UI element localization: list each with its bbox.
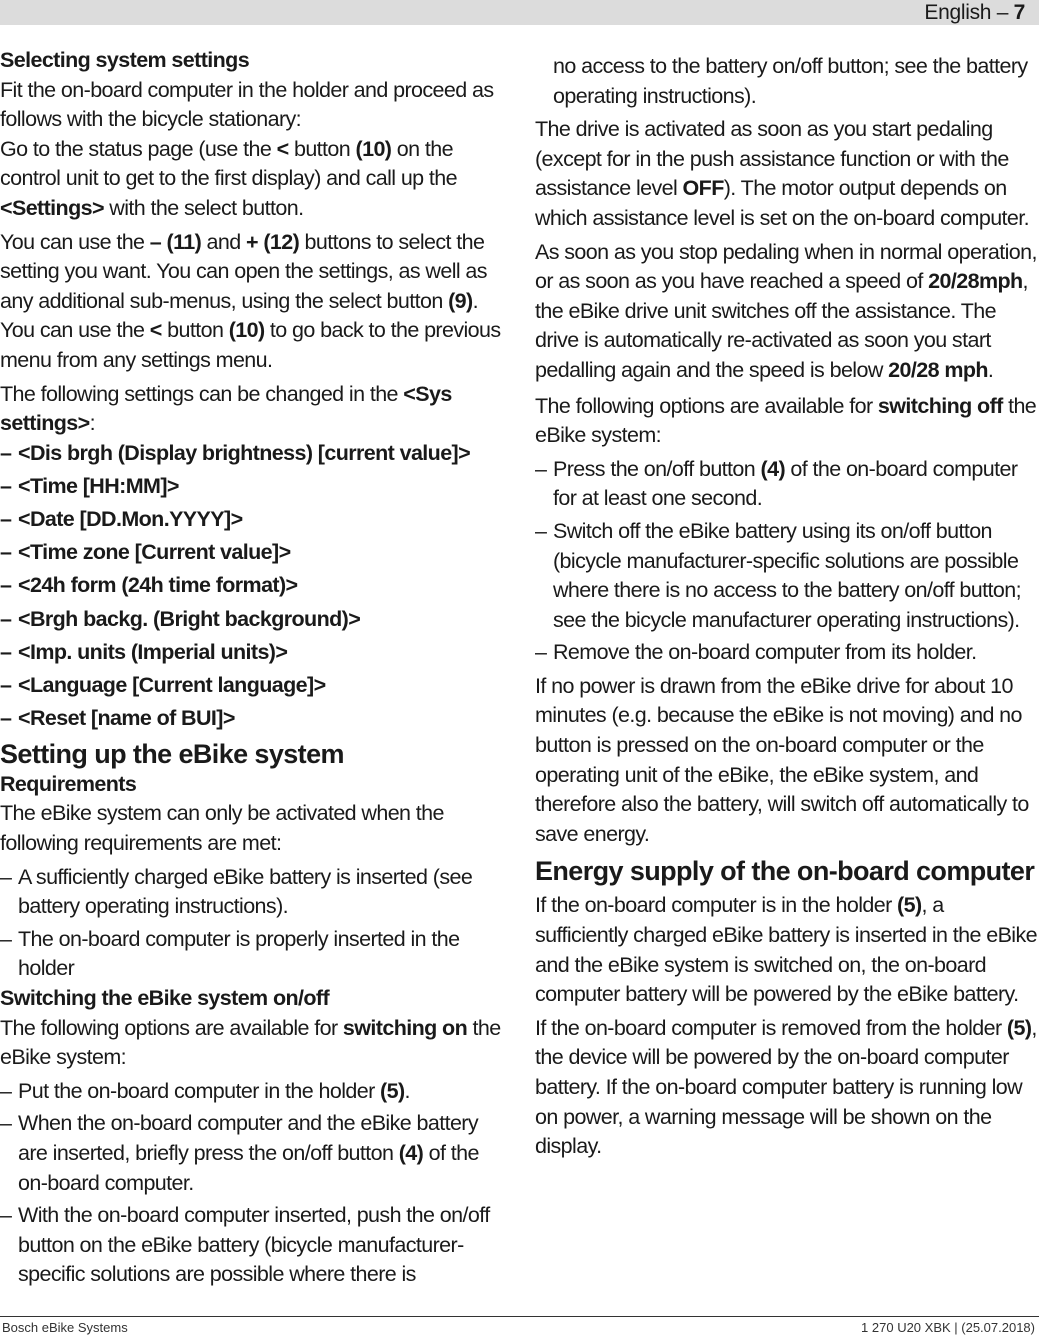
right-column — [535, 52, 1039, 1166]
subsection-title-switching: Switching the eBike system on/off — [0, 985, 330, 1010]
paragraph: The eBike system can only be activated when the following requirements are met: — [0, 801, 444, 855]
paragraph: If no power is drawn from the eBike drive for about 10 minutes (e.g. because the eBike is not moving) and no button is pressed on the on-board computer or the operating unit of the eBike, the eBike system, and therefore also the battery, will switch off automatically to save energy. — [535, 673, 1029, 846]
paragraph: The drive is activated as soon as you start pedaling (except for in the push assistance function or with the assistance level OFF). The motor output depends on which assistance level is set on the on-board computer. — [535, 117, 1030, 230]
list-item: – Put the on-board computer in the holder (5). — [0, 1077, 505, 1107]
list-item: – <24h form (24h time format)> — [0, 571, 505, 601]
list-item: – <Reset [name of BUI]> — [0, 704, 505, 734]
list-item: – <Dis brgh (Display brightness) [current value]> — [0, 439, 505, 469]
page-header-bar — [0, 0, 1039, 25]
list-item: – <Brgh backg. (Bright background)> — [0, 605, 505, 635]
header-separator: – — [991, 1, 1014, 24]
paragraph: The following options are available for switching off the eBike system: — [535, 393, 1037, 448]
switch-on-list — [0, 1077, 505, 1290]
footer-document-id: 1 270 U20 XBK | (25.07.2018) — [861, 1320, 1035, 1335]
page-footer — [0, 1316, 1039, 1339]
section-title-setting-up: Setting up the eBike system — [0, 738, 344, 769]
list-item: – Press the on/off button (4) of the on-board computer for at least one second. — [535, 455, 1039, 514]
requirements-list — [0, 863, 505, 984]
paragraph: The following options are available for switching on the eBike system: — [0, 1015, 501, 1070]
list-item: – <Language [Current language]> — [0, 671, 505, 701]
list-item: – Remove the on-board computer from its holder. — [535, 638, 1039, 668]
section-title-energy-supply: Energy supply of the on-board computer — [535, 856, 1035, 887]
paragraph: If the on-board computer is in the holder (5), a sufficiently charged eBike battery is inserted in the eBike and the eBike system is switched on, the on-board computer battery will be powered by the eBike battery. — [535, 893, 1037, 1007]
paragraph: As soon as you stop pedaling when in normal operation, or as soon as you have reached a speed of 20/28mph, the eBike drive unit switches off the assistance. The drive is automatically re-activated as soon you start pedalling again and the speed is below 20/28 mph. — [535, 239, 1037, 382]
paragraph: If the on-board computer is removed from the holder (5), the device will be powered by the on-board computer battery. If the on-board computer battery is running low on power, a warning message will be shown on the display. — [535, 1015, 1037, 1159]
list-item: – Switch off the eBike battery using its on/off button (bicycle manufacturer-specific solutions are possible where there is no access to the battery on/off button; see the bicycle manufacturer operating instructions). — [535, 517, 1039, 635]
left-column — [0, 46, 505, 1294]
list-item: – <Time zone [Current value]> — [0, 538, 505, 568]
paragraph: Fit the on-board computer in the holder and proceed as follows with the bicycle stationary: — [0, 77, 494, 132]
settings-list — [0, 439, 505, 734]
list-item: – The on-board computer is properly inserted in the holder — [0, 925, 505, 984]
paragraph: Go to the status page (use the < button (10) on the control unit to get to the first display) and call up the <Settings> with the select button. — [0, 136, 457, 220]
list-item: – A sufficiently charged eBike battery is inserted (see battery operating instructions). — [0, 863, 505, 922]
list-item: – <Imp. units (Imperial units)> — [0, 638, 505, 668]
switch-off-list — [535, 455, 1039, 668]
subsection-title-requirements: Requirements — [0, 771, 137, 796]
page-number: 7 — [1013, 1, 1025, 24]
list-item: – With the on-board computer inserted, push the on/off button on the eBike battery (bicycle manufacturer-specific solutions are possible where there is — [0, 1201, 505, 1290]
continued-list-text: no access to the battery on/off button; see the battery operating instructions). — [553, 54, 1028, 108]
footer-publisher: Bosch eBike Systems — [2, 1320, 128, 1335]
list-item: – <Time [HH:MM]> — [0, 472, 505, 502]
list-item: – <Date [DD.Mon.YYYY]> — [0, 505, 505, 535]
section-title-selecting-settings: Selecting system settings — [0, 48, 250, 72]
language-label: English — [924, 1, 992, 24]
paragraph: You can use the – (11) and + (12) buttons to select the setting you want. You can open the settings, as well as any additional sub-menus, using the select button (9). You can use the < button (10) to go back to the previous menu from any settings menu. — [0, 229, 501, 372]
list-item: – When the on-board computer and the eBike battery are inserted, briefly press the on/off button (4) of the on-board computer. — [0, 1109, 505, 1198]
paragraph: The following settings can be changed in the <Sys settings>: — [0, 381, 452, 436]
page-header — [924, 0, 1025, 25]
